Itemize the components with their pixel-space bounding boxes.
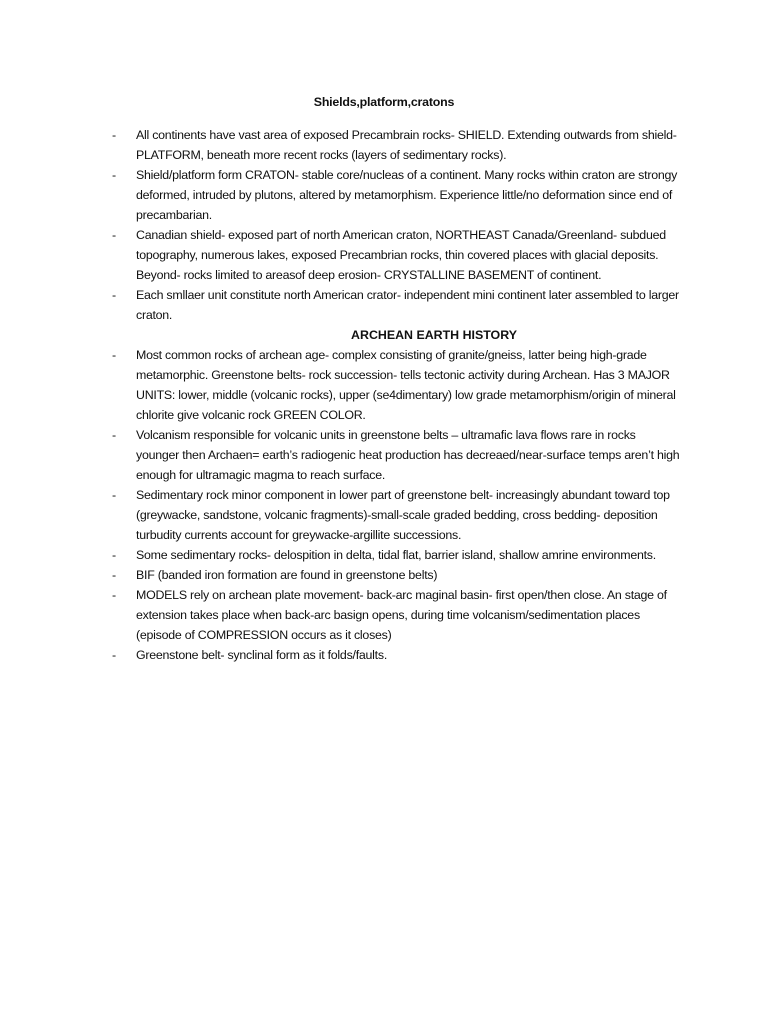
list-item bbox=[0, 565, 768, 585]
bullet-dash: - bbox=[112, 288, 116, 302]
section-heading: ARCHEAN EARTH HISTORY bbox=[351, 328, 517, 342]
list-item bbox=[0, 585, 768, 645]
bullet-text: BIF (banded iron formation are found in greenstone belts) bbox=[136, 568, 438, 582]
bullet-list bbox=[0, 125, 768, 325]
bullet-text: Volcanism responsible for volcanic units in greenstone belts – ultramafic lava flows rare in rocks younger then Archaen= earth’s radiogenic heat production has decreaed/near-surface temps aren’t high enough for ultramagic magma to reach surface. bbox=[136, 428, 680, 482]
document-content bbox=[0, 125, 768, 665]
bullet-dash: - bbox=[112, 588, 116, 602]
list-item bbox=[0, 545, 768, 565]
bullet-text: Greenstone belt- synclinal form as it folds/faults. bbox=[136, 648, 388, 662]
list-item bbox=[0, 225, 768, 285]
bullet-dash: - bbox=[112, 648, 116, 662]
bullet-text: Shield/platform form CRATON- stable core/nucleas of a continent. Many rocks within craton are strongy deformed, intruded by plutons, altered by metamorphism. Experience little/no deformation since end of precambarian. bbox=[136, 168, 678, 222]
list-item bbox=[0, 485, 768, 545]
bullet-text: Canadian shield- exposed part of north American craton, NORTHEAST Canada/Greenland- subdued topography, numerous lakes, exposed Precambrian rocks, thin covered places with glacial deposits. Beyond- rocks limited to areasof deep erosion- CRYSTALLINE BASEMENT of continent. bbox=[136, 228, 666, 282]
bullet-text: Sedimentary rock minor component in lower part of greenstone belt- increasingly abundant toward top (greywacke, sandstone, volcanic fragments)-small-scale graded bedding, cross bedding- deposition turbudity currents account for greywacke-argillite successions. bbox=[136, 488, 670, 542]
list-item bbox=[0, 645, 768, 665]
bullet-dash: - bbox=[112, 228, 116, 242]
bullet-dash: - bbox=[112, 488, 116, 502]
bullet-dash: - bbox=[112, 348, 116, 362]
list-item bbox=[0, 345, 768, 425]
bullet-text: Most common rocks of archean age- complex consisting of granite/gneiss, latter being high-grade metamorphic. Greenstone belts- rock succession- tells tectonic activity during Archean. Has 3 MAJOR UNITS: lower, middle (volcanic rocks), upper (se4dimentary) low grade metamorphism/origin of mineral chlorite give volcanic rock GREEN COLOR. bbox=[136, 348, 676, 422]
bullet-text: Some sedimentary rocks- delospition in delta, tidal flat, barrier island, shallow amrine environments. bbox=[136, 548, 656, 562]
bullet-text: MODELS rely on archean plate movement- back-arc maginal basin- first open/then close. An stage of extension takes place when back-arc basign opens, during time volcanism/sedimentation places (episode of COMPRESSION occurs as it closes) bbox=[136, 588, 667, 642]
bullet-list bbox=[0, 345, 768, 665]
document-title: Shields,platform,cratons bbox=[313, 95, 455, 109]
list-item bbox=[0, 285, 768, 325]
bullet-text: Each smllaer unit constitute north American crator- independent mini continent later assembled to larger craton. bbox=[136, 288, 679, 322]
bullet-dash: - bbox=[112, 428, 116, 442]
list-item bbox=[0, 125, 768, 165]
list-item bbox=[0, 425, 768, 485]
bullet-dash: - bbox=[112, 128, 116, 142]
bullet-dash: - bbox=[112, 568, 116, 582]
bullet-dash: - bbox=[112, 548, 116, 562]
bullet-dash: - bbox=[112, 168, 116, 182]
bullet-text: All continents have vast area of exposed Precambrain rocks- SHIELD. Extending outwards from shield- PLATFORM, beneath more recent rocks (layers of sedimentary rocks). bbox=[136, 128, 677, 162]
list-item bbox=[0, 165, 768, 225]
